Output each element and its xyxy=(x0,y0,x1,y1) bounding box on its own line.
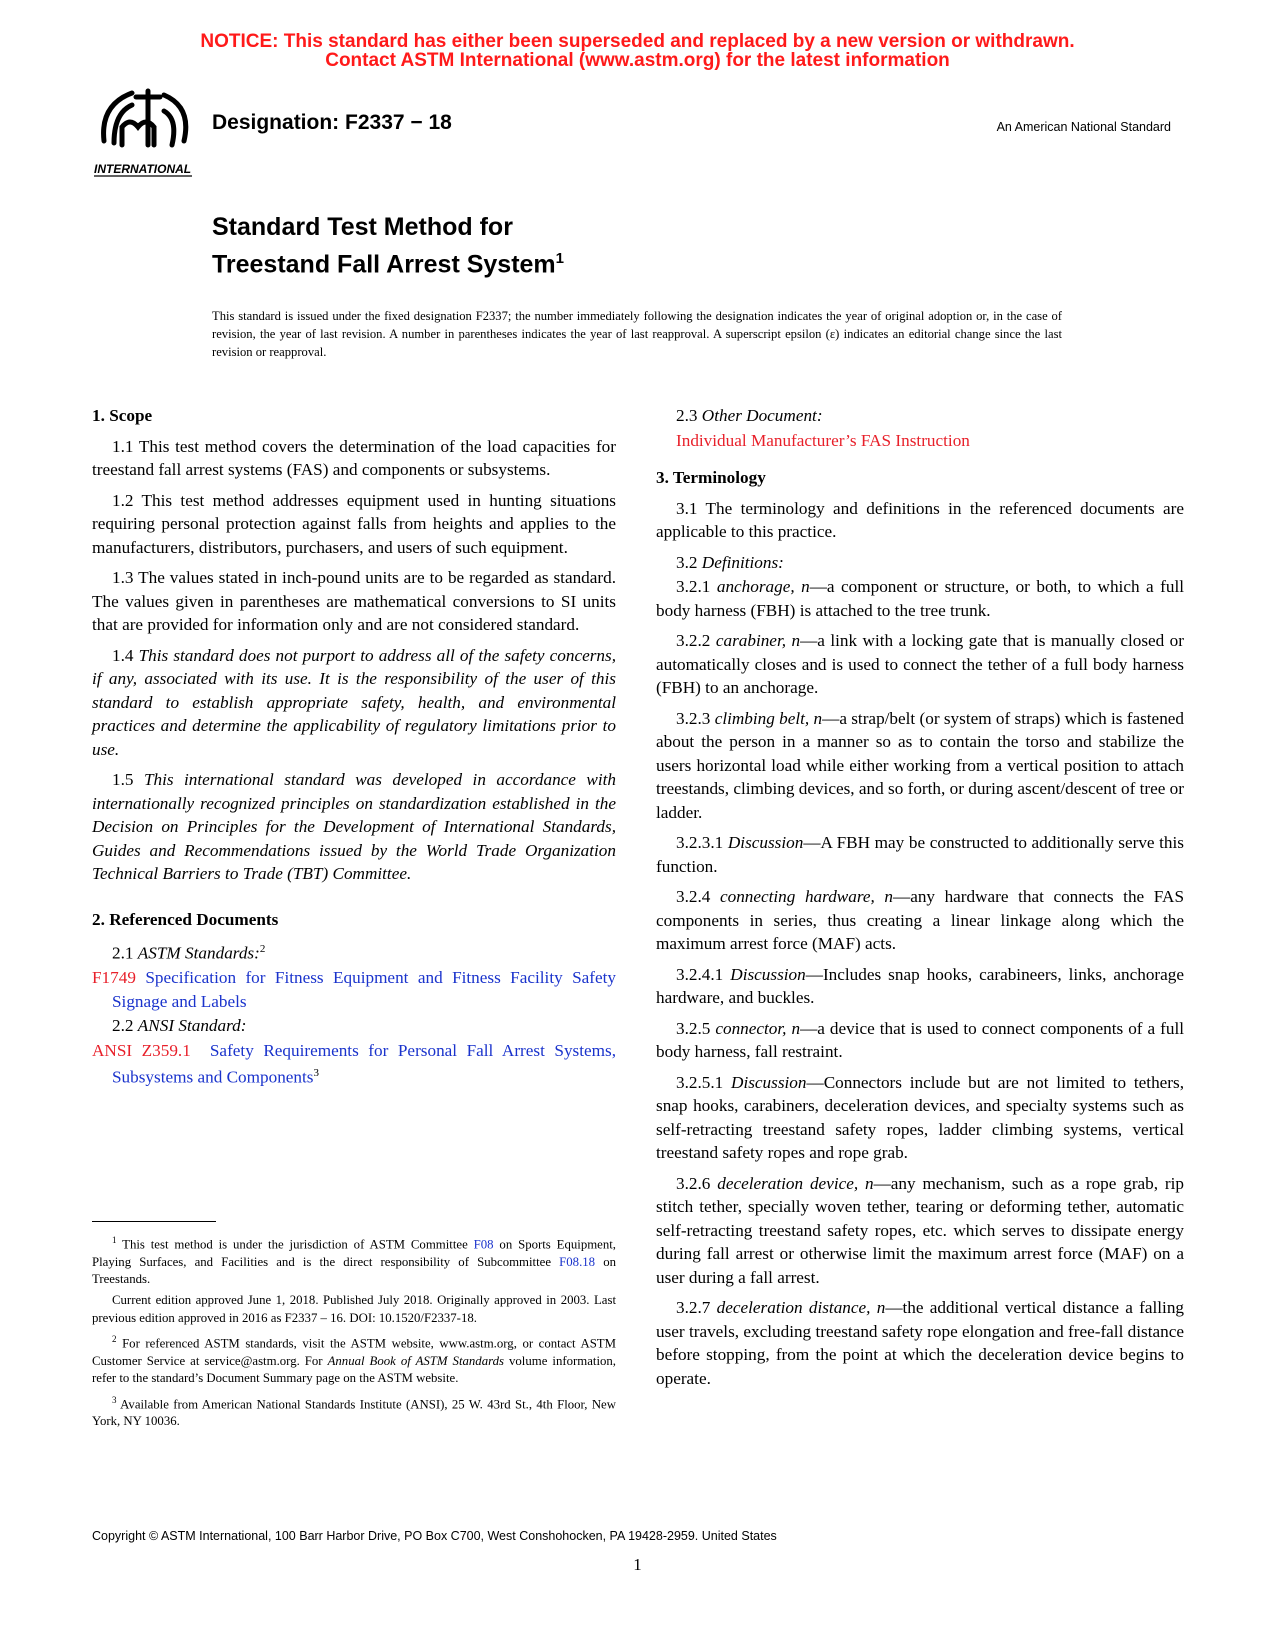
footnotes xyxy=(92,1232,616,1435)
terminology-heading: 3. Terminology xyxy=(656,468,766,487)
issued-note: This standard is issued under the fixed designation F2337; the number immediately following the designation indicates the year of original adoption or, in the case of revision, the year of last revision. A number in parentheses indicates the year of last reapproval. A superscript epsilon (ε) indicates an editorial change since the last revision or reapproval. xyxy=(212,309,1062,359)
def-3-2-7: 3.2.7 deceleration distance, n—the additional vertical distance a falling user travels, excluding treestand safety rope elongation and free-fall distance before stopping, from the point at which the deceleration device begins to operate. xyxy=(656,1298,1185,1388)
term-3-1: 3.1 The terminology and definitions in the referenced documents are applicable to this practice. xyxy=(656,498,1184,541)
footnote-edition: Current edition approved June 1, 2018. Published July 2018. Originally approved in 2003. Last previous edition approved in 2016 as F2337 – 16. DOI: 10.1520/F2337-18. xyxy=(92,1293,616,1325)
footnote-f08-link[interactable]: F08 xyxy=(473,1237,494,1252)
ref-ansi-link[interactable]: Safety Requirements for Personal Fall Arrest Systems, Subsystems and Components xyxy=(112,1040,616,1087)
ref-f1749-link[interactable]: Specification for Fitness Equipment and Fitness Facility Safety Signage and Labels xyxy=(112,968,617,1011)
ref-f1749-code[interactable]: F1749 xyxy=(92,968,136,988)
astm-logo xyxy=(92,83,202,178)
ref-ansi-code[interactable]: ANSI Z359.1 xyxy=(92,1040,191,1060)
def-3-2-4: 3.2.4 connecting hardware, n—any hardware that connects the FAS components in series, thus creating a linear linkage along which the maximum arrest force (MAF) acts. xyxy=(656,887,1185,953)
title-footnote-mark: 1 xyxy=(555,250,565,267)
scope-1-3: 1.3 The values stated in inch-pound units are to be regarded as standard. The values given in parentheses are mathematical conversions to SI units that are provided for information only and are not considered standard. xyxy=(92,568,616,634)
referenced-heading: 2. Referenced Documents xyxy=(92,909,279,929)
page-number: 1 xyxy=(633,1555,642,1574)
document-title xyxy=(212,211,564,280)
logo-text: INTERNATIONAL xyxy=(94,162,192,176)
ref-ansi-z359[interactable]: ANSI Z359.1 Safety Requirements for Personal Fall Arrest Systems, Subsystems and Components$^3$ xyxy=(92,1040,616,1087)
designation: Designation: F2337 − 18 xyxy=(212,111,452,134)
scope-1-4: 1.4 This standard does not purport to address all of the safety concerns, if any, associated with its use. It is the responsibility of the user of this standard to establish appropriate safety, health, and environmental practices and determine the applicability of regulatory limitations prior to use. xyxy=(92,645,616,759)
ref-f1749[interactable] xyxy=(92,966,616,1013)
astm-standards-label: 2.1 ASTM Standards:$^2$ xyxy=(112,943,266,963)
notice-banner xyxy=(0,32,1275,70)
footnote-f0818-link[interactable]: F08.18 xyxy=(559,1254,596,1269)
american-national-standard: An American National Standard xyxy=(996,120,1171,134)
scope-1-2: 1.2 This test method addresses equipment used in hunting situations requiring personal protection against falls from heights and applies to the manufacturers, distributors, purchasers, and users of such equipment. xyxy=(92,490,616,557)
def-3-2-3: 3.2.3 climbing belt, n—a strap/belt (or system of straps) which is fastened about the person in a manner so as to contain the torso and stabilize the users horizontal load while either working from a vertical position to attach treestands, climbing devices, and so forth, or during ascent/descent of tree or ladder. xyxy=(656,708,1185,822)
footnote-2: $^2$ For referenced ASTM standards, visit the ASTM website, www.astm.org, or contact ASTM Customer Service at service@astm.org. For Annual Book of ASTM Standards volume information, refer to the standard’s Document Summary page on the ASTM website. xyxy=(92,1334,617,1386)
scope-heading: 1. Scope xyxy=(92,406,153,425)
def-3-2-5: 3.2.5 connector, n—a device that is used to connect components of a full body harness, fall restraint. xyxy=(656,1018,1184,1061)
ansi-standard-label: 2.2 ANSI Standard: xyxy=(112,1016,247,1036)
def-3-2-5-1: 3.2.5.1 Discussion—Connectors include but are not limited to tethers, snap hooks, carabiners, deceleration devices, and specialty systems such as self-retracting treestand safety ropes, ladder climbing systems, vertical treestand safety ropes and rope grab. xyxy=(656,1072,1185,1162)
title-line-1: Standard Test Method for xyxy=(212,213,513,241)
def-3-2-1: 3.2.1 anchorage, n—a component or structure, or both, to which a full body harness (FBH) is attached to the tree trunk. xyxy=(656,577,1184,620)
footnote-divider xyxy=(92,1221,216,1222)
def-3-2-4-1: 3.2.4.1 Discussion—Includes snap hooks, carabineers, links, anchorage hardware, and buckles. xyxy=(656,964,1185,1007)
other-document-label: 2.3 Other Document: xyxy=(676,406,823,425)
notice-line-2: Contact ASTM International (www.astm.org) for the latest information xyxy=(325,50,950,71)
def-3-2-2: 3.2.2 carabiner, n—a link with a locking gate that is manually closed or automatically closes and is used to connect the tether of a full body harness (FBH) to an anchorage. xyxy=(656,631,1185,697)
other-document-link[interactable]: Individual Manufacturer’s FAS Instruction xyxy=(676,430,970,450)
copyright: Copyright © ASTM International, 100 Barr Harbor Drive, PO Box C700, West Conshohocken, PA 19428-2959. United States xyxy=(92,1529,777,1543)
title-line-2: Treestand Fall Arrest System xyxy=(212,250,556,279)
right-column xyxy=(656,404,1184,1397)
footnote-3: $^3$ Available from American National Standards Institute (ANSI), 25 W. 43rd St., 4th Floor, New York, NY 10036. xyxy=(92,1394,616,1429)
notice-line-1: NOTICE: This standard has either been superseded and replaced by a new version or withdrawn. xyxy=(200,31,1075,52)
scope-1-1: 1.1 This test method covers the determination of the load capacities for treestand fall arrest systems (FAS) and components or subsystems. xyxy=(92,436,616,479)
def-3-2-3-1: 3.2.3.1 Discussion—A FBH may be constructed to additionally serve this function. xyxy=(656,833,1184,876)
def-3-2-6: 3.2.6 deceleration device, n—any mechanism, such as a rope grab, rip stitch tether, specially woven tether, tearing or deforming tether, automatic self-retracting treestand safety ropes, etc. which serves to dissipate energy during fall arrest or otherwise limit the maximum arrest force (MAF) on a user during a fall arrest. xyxy=(656,1173,1184,1287)
left-column xyxy=(92,404,616,1090)
scope-1-5: 1.5 This international standard was developed in accordance with internationally recognized principles on standardization established in the Decision on Principles for the Development of International Standards, Guides and Recommendations issued by the World Trade Organization Technical Barriers to Trade (TBT) Committee. xyxy=(92,770,616,883)
term-3-2: 3.2 Definitions: xyxy=(676,552,784,572)
footnote-1: $^1$ This test method is under the jurisdiction of ASTM Committee F08 on Sports Equipment, Playing Surfaces, and Facilities and is the direct responsibility of Subcommittee F08.18 on Treestands. xyxy=(92,1235,617,1287)
